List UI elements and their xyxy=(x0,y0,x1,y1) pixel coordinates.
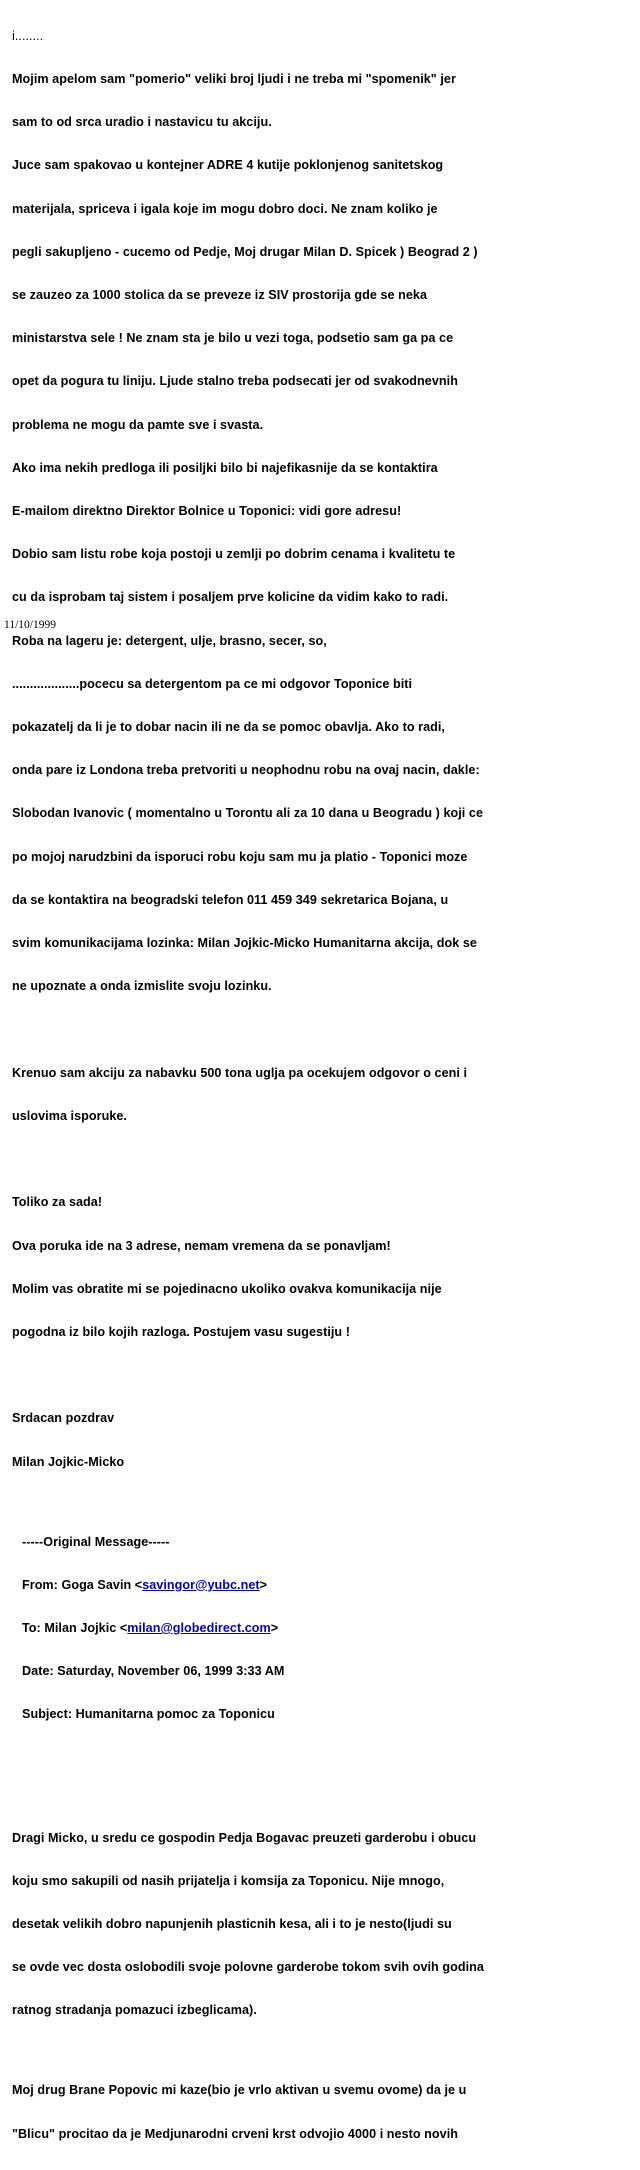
text-line: Ova poruka ide na 3 adrese, nemam vremena da se ponavljam! xyxy=(12,1238,391,1253)
header-from-end: > xyxy=(259,1577,268,1592)
text-line: Toliko za sada! xyxy=(12,1195,103,1210)
text-line: Dobio sam listu robe koja postoji u zemlji po dobrim cenama i kvalitetu te xyxy=(12,547,456,562)
paragraph-gap xyxy=(12,2047,624,2055)
text-line: cu da isprobam taj sistem i posaljem prve kolicine da vidim kako to radi. xyxy=(12,590,449,605)
paragraph-gap xyxy=(12,1152,624,1166)
original-message-separator: -----Original Message----- xyxy=(22,1534,170,1549)
text-line: ministarstva sele ! Ne znam sta je bilo u vezi toga, podsetio sam ga pa ce xyxy=(12,331,454,346)
header-from-label: From: Goga Savin < xyxy=(22,1577,143,1592)
text-line: da se kontaktira na beogradski telefon 011 459 349 sekretarica Bojana, u xyxy=(12,892,449,907)
text-line: se zauzeo za 1000 stolica da se preveze iz SIV prostorija gde se neka xyxy=(12,288,428,303)
text-line: Roba na lageru je: detergent, ulje, brasno, secer, so, xyxy=(12,633,327,648)
text-line: Dragi Micko, u sredu ce gospodin Pedja Bogavac preuzeti garderobu i obucu xyxy=(12,1830,477,1845)
text-line: ratnog stradanja pomazuci izbeglicama). xyxy=(12,2003,257,2018)
text-line: pogodna iz bilo kojih razloga. Postujem vasu sugestiju ! xyxy=(12,1324,350,1339)
email-body xyxy=(12,0,624,2170)
text-line: se ovde vec dosta oslobodili svoje polovne garderobe tokom svih ovih godina xyxy=(12,1960,484,1975)
header-to-label: To: Milan Jojkic < xyxy=(22,1620,128,1635)
paragraph-gap xyxy=(12,1498,624,1506)
text-line: opet da pogura tu liniju. Ljude stalno treba podsecati jer od svakodnevnih xyxy=(12,374,458,389)
text-line: onda pare iz Londona treba pretvoriti u neophodnu robu na ovaj nacin, dakle: xyxy=(12,763,480,778)
text-line: pokazatelj da li je to dobar nacin ili ne da se pomoc obavlja. Ako to radi, xyxy=(12,720,445,735)
text-line: Slobodan Ivanovic ( momentalno u Torontu ali za 10 dana u Beogradu ) koji ce xyxy=(12,806,483,821)
text-line: Krenuo sam akciju za nabavku 500 tona uglja pa ocekujem odgovor o ceni i xyxy=(12,1065,468,1080)
paragraph-gap xyxy=(12,1022,624,1036)
text-line: Ako ima nekih predloga ili posiljki bilo bi najefikasnije da se kontaktira xyxy=(12,460,438,475)
text-line: problema ne mogu da pamte sve i svasta. xyxy=(12,417,264,432)
text-line: i........ xyxy=(12,28,44,43)
text-line: Mojim apelom sam "pomerio" veliki broj ljudi i ne treba mi "spomenik" jer xyxy=(12,72,456,87)
text-line: desetak velikih dobro napunjenih plasticnih kesa, ali i to je nesto(ljudi su xyxy=(12,1916,452,1931)
paragraph-gap xyxy=(12,1794,624,1802)
text-line: "Blicu" procitao da je Medjunarodni crveni krst odvojio 4000 i nesto novih xyxy=(12,2126,459,2141)
text-line: pegli sakupljeno - cucemo od Pedje, Moj drugar Milan D. Spicek ) Beograd 2 ) xyxy=(12,244,478,259)
text-line: materijala, spriceva i igala koje im mogu dobro doci. Ne znam koliko je xyxy=(12,201,438,216)
header-from xyxy=(22,1578,624,1592)
header-to xyxy=(22,1621,624,1635)
text-line: ne upoznate a onda izmislite svoju lozinku. xyxy=(12,979,272,994)
text-line: ...................pocecu sa detergentom pa ce mi odgovor Toponice biti xyxy=(12,676,413,691)
from-email-link[interactable]: savingor@yubc.net xyxy=(142,1577,260,1592)
scan-date-stamp: 11/10/1999 xyxy=(4,619,56,631)
text-line: E-mailom direktno Direktor Bolnice u Toponici: vidi gore adresu! xyxy=(12,504,402,519)
paragraph-gap xyxy=(12,1368,624,1382)
header-date: Date: Saturday, November 06, 1999 3:33 AM xyxy=(22,1664,285,1679)
text-line: svim komunikacijama lozinka: Milan Jojkic-Micko Humanitarna akcija, dok se xyxy=(12,936,477,951)
signature-line: Milan Jojkic-Micko xyxy=(12,1454,125,1469)
text-line: Molim vas obratite mi se pojedinacno ukoliko ovakva komunikacija nije xyxy=(12,1281,442,1296)
text-line: Moj drug Brane Popovic mi kaze(bio je vrlo aktivan u svemu ovome) da je u xyxy=(12,2083,467,2098)
header-to-end: > xyxy=(270,1620,279,1635)
paragraph-gap xyxy=(12,1751,624,1765)
closing-line: Srdacan pozdrav xyxy=(12,1411,115,1426)
text-line: uslovima isporuke. xyxy=(12,1108,127,1123)
text-line: sam to od srca uradio i nastavicu tu akciju. xyxy=(12,115,272,130)
text-line: Juce sam spakovao u kontejner ADRE 4 kutije poklonjenog sanitetskog xyxy=(12,158,444,173)
text-line: po mojoj narudzbini da isporuci robu koju sam mu ja platio - Toponici moze xyxy=(12,849,468,864)
text-line: koju smo sakupili od nasih prijatelja i komsija za Toponicu. Nije mnogo, xyxy=(12,1873,445,1888)
to-email-link[interactable]: milan@globedirect.com xyxy=(127,1620,271,1635)
header-subject: Subject: Humanitarna pomoc za Toponicu xyxy=(22,1707,275,1722)
